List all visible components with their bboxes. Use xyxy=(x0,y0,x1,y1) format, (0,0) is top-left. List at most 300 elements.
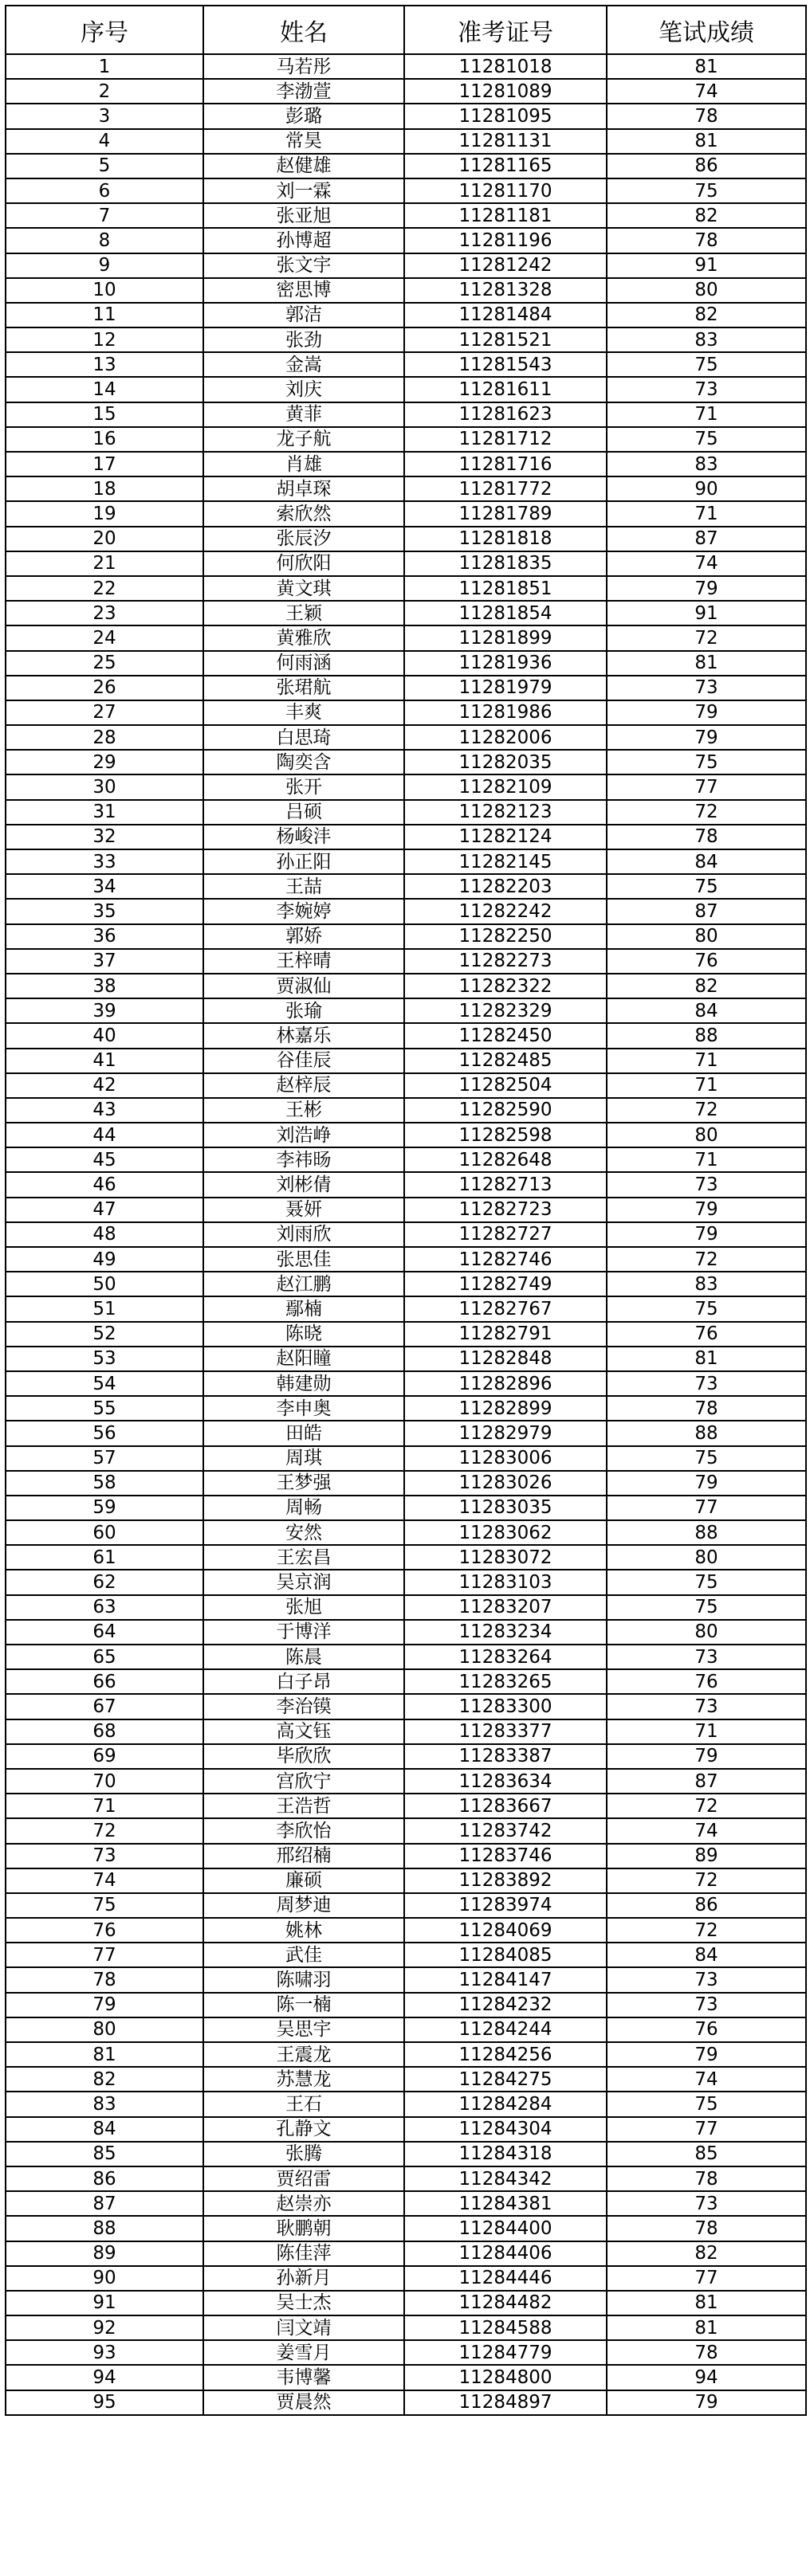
cell-exam-id: 11282590 xyxy=(404,1098,607,1123)
cell-score: 77 xyxy=(607,774,806,799)
cell-index: 39 xyxy=(6,998,203,1023)
cell-exam-id: 11283264 xyxy=(404,1645,607,1669)
cell-name: 张旭 xyxy=(203,1595,404,1620)
cell-exam-id: 11283062 xyxy=(404,1520,607,1545)
table-row xyxy=(6,998,806,1023)
cell-name: 韩建勋 xyxy=(203,1371,404,1396)
cell-index: 8 xyxy=(6,228,203,253)
table-row xyxy=(6,1645,806,1669)
table-row xyxy=(6,1694,806,1719)
cell-name: 韦博馨 xyxy=(203,2365,404,2390)
cell-index: 70 xyxy=(6,1769,203,1794)
table-row xyxy=(6,2067,806,2092)
cell-exam-id: 11283072 xyxy=(404,1545,607,1570)
cell-index: 89 xyxy=(6,2241,203,2266)
cell-exam-id: 11284800 xyxy=(404,2365,607,2390)
cell-score: 73 xyxy=(607,1993,806,2017)
cell-exam-id: 11283377 xyxy=(404,1719,607,1744)
cell-index: 81 xyxy=(6,2042,203,2067)
cell-name: 赵江鹏 xyxy=(203,1272,404,1296)
cell-name: 赵阳瞳 xyxy=(203,1347,404,1371)
table-row xyxy=(6,899,806,923)
cell-index: 85 xyxy=(6,2142,203,2166)
table-row xyxy=(6,2216,806,2241)
cell-score: 73 xyxy=(607,1172,806,1197)
cell-score: 84 xyxy=(607,998,806,1023)
cell-exam-id: 11282723 xyxy=(404,1198,607,1222)
cell-name: 周畅 xyxy=(203,1496,404,1520)
cell-exam-id: 11281018 xyxy=(404,54,607,79)
cell-index: 60 xyxy=(6,1520,203,1545)
table-row xyxy=(6,601,806,625)
table-body xyxy=(6,54,806,2415)
cell-name: 王震龙 xyxy=(203,2042,404,2067)
cell-exam-id: 11284406 xyxy=(404,2241,607,2266)
cell-index: 66 xyxy=(6,1669,203,1694)
cell-score: 75 xyxy=(607,874,806,899)
cell-name: 武佳 xyxy=(203,1943,404,1967)
table-row xyxy=(6,974,806,998)
cell-index: 38 xyxy=(6,974,203,998)
cell-exam-id: 11284284 xyxy=(404,2092,607,2116)
cell-exam-id: 11281196 xyxy=(404,228,607,253)
table-row xyxy=(6,1943,806,1967)
cell-index: 41 xyxy=(6,1049,203,1073)
cell-name: 聂妍 xyxy=(203,1198,404,1222)
cell-index: 55 xyxy=(6,1396,203,1421)
cell-name: 陶奕含 xyxy=(203,750,404,774)
table-row xyxy=(6,625,806,650)
table-row xyxy=(6,1198,806,1222)
table-row xyxy=(6,2142,806,2166)
cell-name: 张亚旭 xyxy=(203,203,404,228)
cell-name: 毕欣欣 xyxy=(203,1744,404,1769)
cell-name: 姜雪月 xyxy=(203,2340,404,2365)
cell-index: 13 xyxy=(6,352,203,377)
table-row xyxy=(6,2365,806,2390)
cell-exam-id: 11281835 xyxy=(404,551,607,576)
table-row xyxy=(6,1520,806,1545)
cell-name: 宫欣宁 xyxy=(203,1769,404,1794)
table-row xyxy=(6,1396,806,1421)
table-row xyxy=(6,1545,806,1570)
cell-name: 陈啸羽 xyxy=(203,1967,404,1992)
cell-name: 白子昂 xyxy=(203,1669,404,1694)
cell-name: 黄文琪 xyxy=(203,576,404,601)
cell-index: 9 xyxy=(6,253,203,278)
cell-index: 87 xyxy=(6,2191,203,2216)
cell-name: 白思琦 xyxy=(203,725,404,750)
cell-score: 71 xyxy=(607,1049,806,1073)
cell-score: 80 xyxy=(607,1620,806,1645)
table-row xyxy=(6,303,806,327)
cell-exam-id: 11284400 xyxy=(404,2216,607,2241)
header-row xyxy=(6,6,806,54)
cell-index: 50 xyxy=(6,1272,203,1296)
cell-index: 30 xyxy=(6,774,203,799)
cell-score: 81 xyxy=(607,2291,806,2315)
cell-exam-id: 11284275 xyxy=(404,2067,607,2092)
cell-name: 耿鹏朝 xyxy=(203,2216,404,2241)
cell-name: 周梦迪 xyxy=(203,1893,404,1918)
cell-name: 刘彬倩 xyxy=(203,1172,404,1197)
cell-score: 75 xyxy=(607,178,806,203)
header-index: 序号 xyxy=(6,6,203,54)
cell-name: 王彬 xyxy=(203,1098,404,1123)
cell-exam-id: 11283006 xyxy=(404,1446,607,1471)
cell-name: 龙子航 xyxy=(203,427,404,452)
cell-name: 赵梓辰 xyxy=(203,1073,404,1098)
cell-exam-id: 11282979 xyxy=(404,1421,607,1445)
table-row xyxy=(6,1868,806,1893)
cell-exam-id: 11284318 xyxy=(404,2142,607,2166)
table-row xyxy=(6,2166,806,2191)
cell-index: 86 xyxy=(6,2166,203,2191)
cell-exam-id: 11284779 xyxy=(404,2340,607,2365)
table-row xyxy=(6,725,806,750)
cell-name: 王宏昌 xyxy=(203,1545,404,1570)
cell-index: 72 xyxy=(6,1818,203,1843)
cell-index: 53 xyxy=(6,1347,203,1371)
cell-exam-id: 11284244 xyxy=(404,2017,607,2042)
cell-name: 何欣阳 xyxy=(203,551,404,576)
cell-exam-id: 11281986 xyxy=(404,700,607,725)
table-row xyxy=(6,1347,806,1371)
cell-name: 郭娇 xyxy=(203,924,404,949)
table-row xyxy=(6,2042,806,2067)
table-row xyxy=(6,2241,806,2266)
cell-index: 88 xyxy=(6,2216,203,2241)
cell-score: 79 xyxy=(607,725,806,750)
cell-exam-id: 11284304 xyxy=(404,2117,607,2142)
table-row xyxy=(6,1322,806,1347)
cell-exam-id: 11281181 xyxy=(404,203,607,228)
cell-index: 79 xyxy=(6,1993,203,2017)
cell-index: 64 xyxy=(6,1620,203,1645)
cell-exam-id: 11284897 xyxy=(404,2390,607,2415)
cell-name: 丰爽 xyxy=(203,700,404,725)
cell-name: 陈佳萍 xyxy=(203,2241,404,2266)
cell-name: 张开 xyxy=(203,774,404,799)
cell-index: 7 xyxy=(6,203,203,228)
cell-score: 79 xyxy=(607,1744,806,1769)
table-row xyxy=(6,750,806,774)
score-table xyxy=(5,5,807,2416)
table-row xyxy=(6,352,806,377)
cell-score: 87 xyxy=(607,527,806,551)
cell-index: 11 xyxy=(6,303,203,327)
cell-index: 29 xyxy=(6,750,203,774)
cell-exam-id: 11282648 xyxy=(404,1147,607,1172)
cell-index: 49 xyxy=(6,1247,203,1272)
cell-score: 88 xyxy=(607,1421,806,1445)
cell-score: 78 xyxy=(607,2340,806,2365)
cell-score: 78 xyxy=(607,825,806,849)
cell-index: 16 xyxy=(6,427,203,452)
cell-exam-id: 11281484 xyxy=(404,303,607,327)
cell-score: 84 xyxy=(607,849,806,874)
cell-score: 82 xyxy=(607,974,806,998)
cell-index: 65 xyxy=(6,1645,203,1669)
cell-score: 83 xyxy=(607,1272,806,1296)
table-row xyxy=(6,700,806,725)
header-name: 姓名 xyxy=(203,6,404,54)
cell-score: 90 xyxy=(607,476,806,501)
cell-name: 陈一楠 xyxy=(203,1993,404,2017)
cell-score: 78 xyxy=(607,228,806,253)
cell-exam-id: 11282749 xyxy=(404,1272,607,1296)
cell-score: 76 xyxy=(607,2017,806,2042)
table-row xyxy=(6,327,806,352)
cell-index: 75 xyxy=(6,1893,203,1918)
cell-index: 71 xyxy=(6,1794,203,1818)
cell-index: 58 xyxy=(6,1471,203,1496)
cell-index: 21 xyxy=(6,551,203,576)
cell-score: 72 xyxy=(607,1794,806,1818)
table-row xyxy=(6,1371,806,1396)
cell-name: 刘一霖 xyxy=(203,178,404,203)
cell-score: 94 xyxy=(607,2365,806,2390)
cell-score: 72 xyxy=(607,1918,806,1943)
table-row xyxy=(6,924,806,949)
cell-exam-id: 11281521 xyxy=(404,327,607,352)
cell-score: 72 xyxy=(607,1098,806,1123)
cell-index: 27 xyxy=(6,700,203,725)
cell-exam-id: 11281611 xyxy=(404,377,607,402)
cell-name: 安然 xyxy=(203,1520,404,1545)
cell-index: 45 xyxy=(6,1147,203,1172)
table-row xyxy=(6,1421,806,1445)
cell-index: 67 xyxy=(6,1694,203,1719)
cell-exam-id: 11282727 xyxy=(404,1222,607,1247)
cell-name: 张思佳 xyxy=(203,1247,404,1272)
cell-exam-id: 11282504 xyxy=(404,1073,607,1098)
cell-index: 31 xyxy=(6,800,203,825)
cell-name: 胡卓琛 xyxy=(203,476,404,501)
cell-score: 83 xyxy=(607,327,806,352)
cell-exam-id: 11283892 xyxy=(404,1868,607,1893)
cell-exam-id: 11282746 xyxy=(404,1247,607,1272)
cell-index: 57 xyxy=(6,1446,203,1471)
cell-name: 王梦强 xyxy=(203,1471,404,1496)
cell-exam-id: 11283265 xyxy=(404,1669,607,1694)
cell-exam-id: 11281095 xyxy=(404,104,607,128)
cell-name: 马若彤 xyxy=(203,54,404,79)
cell-index: 1 xyxy=(6,54,203,79)
cell-score: 75 xyxy=(607,1446,806,1471)
cell-index: 90 xyxy=(6,2266,203,2291)
score-table-container xyxy=(5,5,807,2416)
cell-index: 2 xyxy=(6,79,203,104)
cell-score: 87 xyxy=(607,899,806,923)
cell-index: 5 xyxy=(6,154,203,178)
table-row xyxy=(6,2315,806,2340)
cell-score: 79 xyxy=(607,1471,806,1496)
table-row xyxy=(6,2340,806,2365)
cell-score: 71 xyxy=(607,1719,806,1744)
table-row xyxy=(6,1844,806,1868)
table-row xyxy=(6,1570,806,1594)
cell-index: 74 xyxy=(6,1868,203,1893)
cell-score: 73 xyxy=(607,1694,806,1719)
cell-name: 苏慧龙 xyxy=(203,2067,404,2092)
cell-index: 82 xyxy=(6,2067,203,2092)
cell-index: 19 xyxy=(6,501,203,526)
cell-name: 吴思宇 xyxy=(203,2017,404,2042)
cell-score: 76 xyxy=(607,1669,806,1694)
cell-name: 赵健雄 xyxy=(203,154,404,178)
table-row xyxy=(6,2117,806,2142)
header-score: 笔试成绩 xyxy=(607,6,806,54)
cell-score: 91 xyxy=(607,601,806,625)
table-row xyxy=(6,1719,806,1744)
cell-index: 12 xyxy=(6,327,203,352)
cell-name: 李申奥 xyxy=(203,1396,404,1421)
table-row xyxy=(6,402,806,427)
cell-score: 74 xyxy=(607,79,806,104)
cell-index: 92 xyxy=(6,2315,203,2340)
cell-score: 74 xyxy=(607,1818,806,1843)
table-row xyxy=(6,651,806,676)
cell-exam-id: 11284482 xyxy=(404,2291,607,2315)
table-row xyxy=(6,278,806,303)
cell-exam-id: 11283103 xyxy=(404,1570,607,1594)
cell-score: 77 xyxy=(607,1496,806,1520)
cell-name: 李治镆 xyxy=(203,1694,404,1719)
cell-name: 吕硕 xyxy=(203,800,404,825)
table-row xyxy=(6,2291,806,2315)
cell-exam-id: 11284381 xyxy=(404,2191,607,2216)
cell-name: 陈晓 xyxy=(203,1322,404,1347)
cell-score: 72 xyxy=(607,1247,806,1272)
cell-name: 张劲 xyxy=(203,327,404,352)
cell-exam-id: 11281712 xyxy=(404,427,607,452)
cell-exam-id: 11284256 xyxy=(404,2042,607,2067)
cell-score: 71 xyxy=(607,1073,806,1098)
cell-score: 72 xyxy=(607,800,806,825)
cell-name: 李欣怡 xyxy=(203,1818,404,1843)
cell-index: 52 xyxy=(6,1322,203,1347)
cell-exam-id: 11284069 xyxy=(404,1918,607,1943)
table-row xyxy=(6,79,806,104)
table-row xyxy=(6,1595,806,1620)
cell-name: 张腾 xyxy=(203,2142,404,2166)
cell-exam-id: 11283387 xyxy=(404,1744,607,1769)
cell-index: 25 xyxy=(6,651,203,676)
cell-index: 42 xyxy=(6,1073,203,1098)
cell-score: 71 xyxy=(607,501,806,526)
cell-exam-id: 11283746 xyxy=(404,1844,607,1868)
cell-name: 索欣然 xyxy=(203,501,404,526)
table-row xyxy=(6,849,806,874)
cell-index: 61 xyxy=(6,1545,203,1570)
cell-exam-id: 11282450 xyxy=(404,1023,607,1048)
cell-score: 79 xyxy=(607,1222,806,1247)
cell-score: 78 xyxy=(607,2216,806,2241)
cell-exam-id: 11284588 xyxy=(404,2315,607,2340)
cell-exam-id: 11283974 xyxy=(404,1893,607,1918)
cell-exam-id: 11282124 xyxy=(404,825,607,849)
cell-exam-id: 11281170 xyxy=(404,178,607,203)
cell-index: 80 xyxy=(6,2017,203,2042)
cell-index: 14 xyxy=(6,377,203,402)
cell-score: 75 xyxy=(607,1296,806,1321)
cell-score: 82 xyxy=(607,2241,806,2266)
cell-exam-id: 11282767 xyxy=(404,1296,607,1321)
cell-score: 88 xyxy=(607,1023,806,1048)
cell-exam-id: 11282791 xyxy=(404,1322,607,1347)
table-row xyxy=(6,377,806,402)
cell-index: 15 xyxy=(6,402,203,427)
cell-score: 73 xyxy=(607,377,806,402)
table-row xyxy=(6,1818,806,1843)
table-row xyxy=(6,452,806,476)
cell-name: 密思博 xyxy=(203,278,404,303)
cell-exam-id: 11281979 xyxy=(404,676,607,700)
cell-score: 73 xyxy=(607,1967,806,1992)
cell-exam-id: 11282123 xyxy=(404,800,607,825)
cell-index: 59 xyxy=(6,1496,203,1520)
cell-score: 81 xyxy=(607,54,806,79)
cell-index: 4 xyxy=(6,129,203,154)
cell-name: 陈晨 xyxy=(203,1645,404,1669)
cell-name: 贾绍雷 xyxy=(203,2166,404,2191)
cell-index: 84 xyxy=(6,2117,203,2142)
cell-exam-id: 11282273 xyxy=(404,949,607,974)
cell-name: 王浩哲 xyxy=(203,1794,404,1818)
table-row xyxy=(6,874,806,899)
cell-index: 95 xyxy=(6,2390,203,2415)
table-row xyxy=(6,1247,806,1272)
cell-score: 82 xyxy=(607,303,806,327)
cell-name: 王石 xyxy=(203,2092,404,2116)
cell-index: 6 xyxy=(6,178,203,203)
cell-score: 87 xyxy=(607,1769,806,1794)
cell-name: 王颖 xyxy=(203,601,404,625)
cell-name: 刘雨欣 xyxy=(203,1222,404,1247)
cell-exam-id: 11282242 xyxy=(404,899,607,923)
cell-name: 郭洁 xyxy=(203,303,404,327)
cell-name: 黄雅欣 xyxy=(203,625,404,650)
cell-score: 79 xyxy=(607,1198,806,1222)
cell-index: 51 xyxy=(6,1296,203,1321)
cell-index: 10 xyxy=(6,278,203,303)
cell-score: 71 xyxy=(607,1147,806,1172)
cell-exam-id: 11282006 xyxy=(404,725,607,750)
cell-exam-id: 11283667 xyxy=(404,1794,607,1818)
table-row xyxy=(6,1620,806,1645)
cell-exam-id: 11281089 xyxy=(404,79,607,104)
cell-exam-id: 11281165 xyxy=(404,154,607,178)
table-row xyxy=(6,1172,806,1197)
table-row xyxy=(6,1794,806,1818)
cell-index: 34 xyxy=(6,874,203,899)
cell-name: 刘浩峥 xyxy=(203,1123,404,1147)
table-row xyxy=(6,1073,806,1098)
cell-exam-id: 11283026 xyxy=(404,1471,607,1496)
table-row xyxy=(6,1098,806,1123)
cell-index: 94 xyxy=(6,2365,203,2390)
table-row xyxy=(6,54,806,79)
cell-name: 孙正阳 xyxy=(203,849,404,874)
cell-score: 76 xyxy=(607,1322,806,1347)
cell-exam-id: 11281716 xyxy=(404,452,607,476)
cell-score: 73 xyxy=(607,1645,806,1669)
cell-index: 77 xyxy=(6,1943,203,1967)
cell-index: 48 xyxy=(6,1222,203,1247)
cell-exam-id: 11284446 xyxy=(404,2266,607,2291)
cell-index: 78 xyxy=(6,1967,203,1992)
